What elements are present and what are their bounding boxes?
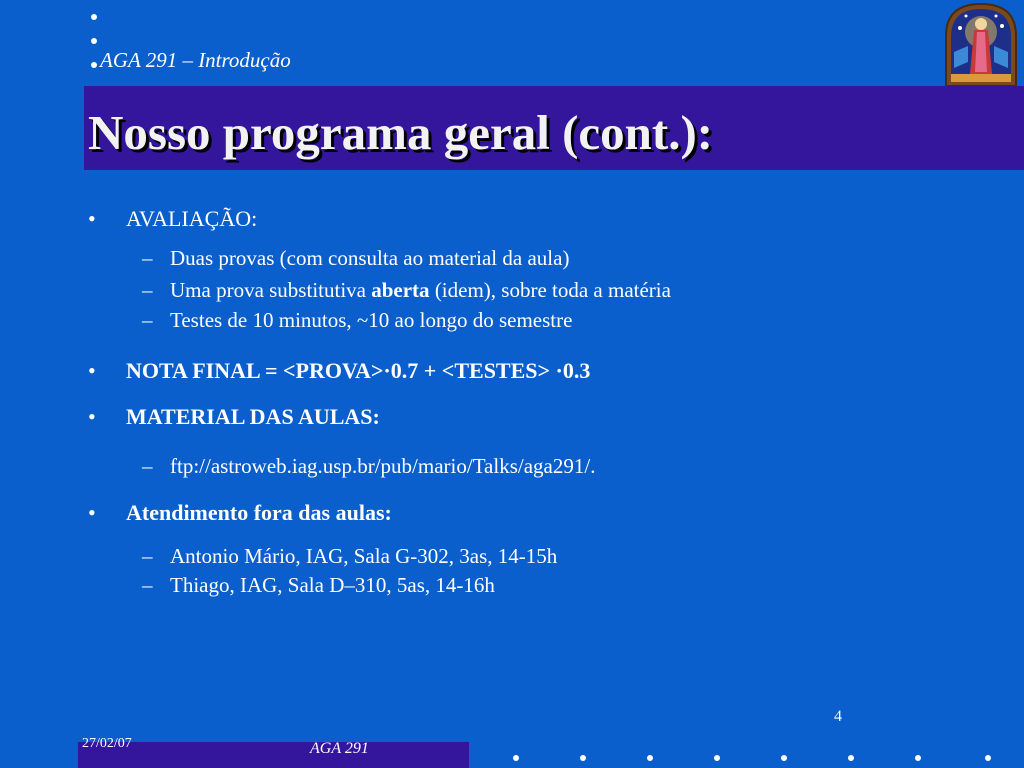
page-number: 4 xyxy=(834,708,842,725)
bullet-label: MATERIAL DAS AULAS: xyxy=(126,404,380,429)
footer-course: AGA 291 xyxy=(310,740,369,757)
dash-mark: – xyxy=(142,544,153,568)
bullet-mark: • xyxy=(88,358,96,383)
page-title: Nosso programa geral (cont.): xyxy=(88,105,714,160)
sub-item-link[interactable]: ftp://astroweb.iag.usp.br/pub/mario/Talks/aga291/. xyxy=(170,454,596,478)
bullet-label: Atendimento fora das aulas: xyxy=(126,500,392,525)
decor-dot-icon xyxy=(91,38,97,44)
sub-item-text-part: (idem), sobre toda a matéria xyxy=(429,278,671,302)
footer-bar xyxy=(78,736,469,768)
bullet-label: AVALIAÇÃO: xyxy=(126,206,258,231)
sub-item-text: Thiago, IAG, Sala D–310, 5as, 14-16h xyxy=(170,573,495,597)
decor-dot-icon xyxy=(91,14,97,20)
dash-mark: – xyxy=(142,454,153,478)
sub-item-text: Testes de 10 minutos, ~10 ao longo do semestre xyxy=(170,308,573,332)
sub-item-text-part: Uma prova substitutiva xyxy=(170,278,372,302)
decor-dot-icon xyxy=(985,755,991,761)
decor-dot-icon xyxy=(848,755,854,761)
dash-mark: – xyxy=(142,246,153,270)
sub-item-bold-word: aberta xyxy=(371,278,430,302)
decor-dot-icon xyxy=(714,755,720,761)
title-bar xyxy=(84,86,1024,170)
stained-glass-logo-icon xyxy=(944,2,1018,86)
bullet-label: NOTA FINAL = <PROVA>·0.7 + <TESTES> ·0.3 xyxy=(126,358,591,383)
dash-mark: – xyxy=(142,278,153,302)
sub-item-text: Antonio Mário, IAG, Sala G-302, 3as, 14-15h xyxy=(170,544,558,568)
bullet-mark: • xyxy=(88,404,96,429)
sub-item-text xyxy=(170,278,671,303)
footer-date: 27/02/07 xyxy=(82,736,132,751)
decor-dot-icon xyxy=(91,62,97,68)
decor-dot-icon xyxy=(915,755,921,761)
dash-mark: – xyxy=(142,308,153,332)
bullet-mark: • xyxy=(88,206,96,231)
sub-item-text: Duas provas (com consulta ao material da aula) xyxy=(170,246,570,270)
decor-dot-icon xyxy=(647,755,653,761)
dash-mark: – xyxy=(142,573,153,597)
decor-dot-icon xyxy=(781,755,787,761)
decor-dot-icon xyxy=(513,755,519,761)
bullet-mark: • xyxy=(88,500,96,525)
decor-dot-icon xyxy=(580,755,586,761)
header-subtitle: AGA 291 – Introdução xyxy=(100,48,291,72)
